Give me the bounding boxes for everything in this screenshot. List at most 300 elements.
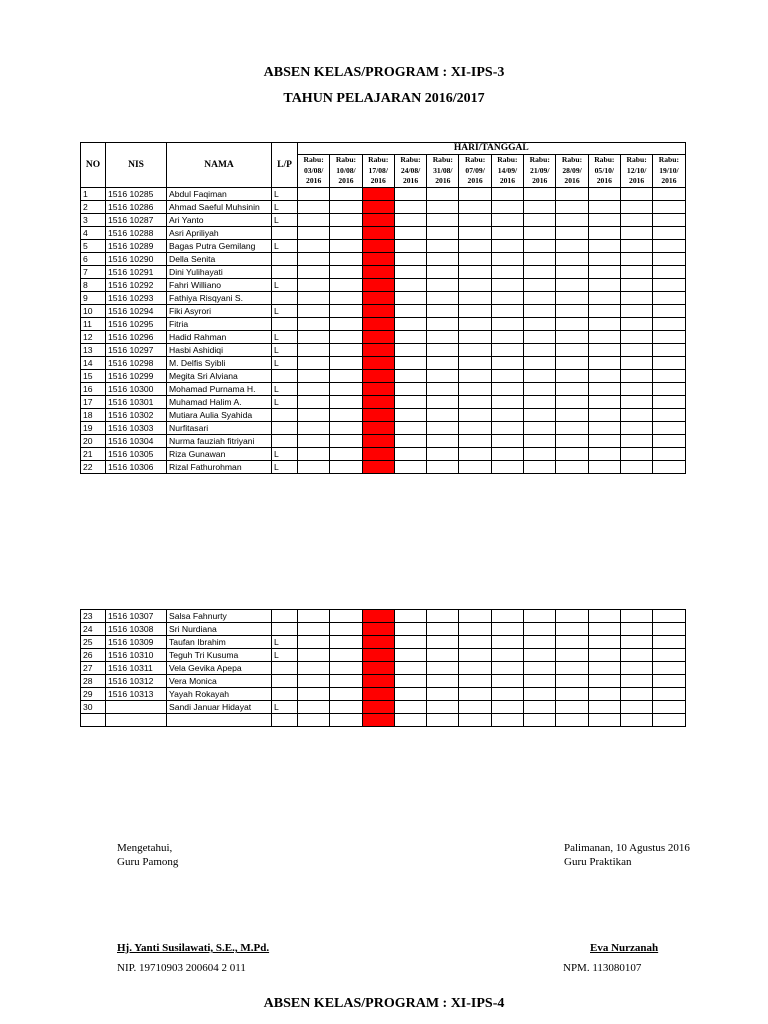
attendance-cell	[459, 675, 491, 688]
attendance-cell	[459, 292, 491, 305]
table-row	[81, 422, 686, 435]
table-row	[81, 662, 686, 675]
holiday-cell	[362, 344, 394, 357]
attendance-cell	[491, 435, 523, 448]
attendance-cell	[524, 370, 556, 383]
cell-no: 30	[81, 701, 106, 714]
cell-no: 7	[81, 266, 106, 279]
attendance-cell	[330, 305, 362, 318]
attendance-cell	[653, 636, 685, 649]
attendance-cell	[524, 701, 556, 714]
attendance-cell	[588, 688, 620, 701]
attendance-cell	[524, 227, 556, 240]
attendance-cell	[524, 357, 556, 370]
attendance-cell	[588, 701, 620, 714]
attendance-cell	[459, 227, 491, 240]
cell-nama	[167, 714, 272, 727]
day-header-year: 2016	[467, 176, 483, 186]
cell-lp	[272, 688, 298, 701]
attendance-cell	[491, 610, 523, 623]
attendance-cell	[653, 649, 685, 662]
attendance-cell	[394, 292, 426, 305]
attendance-cell	[556, 188, 588, 201]
attendance-cell	[588, 240, 620, 253]
attendance-cell	[620, 383, 652, 396]
attendance-cell	[588, 448, 620, 461]
cell-no: 24	[81, 623, 106, 636]
attendance-cell	[653, 201, 685, 214]
signer-id: NIP. 19710903 200604 2 011	[117, 962, 246, 974]
attendance-cell	[298, 649, 330, 662]
attendance-table-part2	[80, 609, 686, 727]
attendance-cell	[620, 461, 652, 474]
cell-nama: Nurma fauziah fitriyani	[167, 435, 272, 448]
attendance-cell	[298, 279, 330, 292]
holiday-cell	[362, 701, 394, 714]
cell-nis: 1516 10290	[106, 253, 167, 266]
cell-nis: 1516 10300	[106, 383, 167, 396]
attendance-cell	[653, 344, 685, 357]
cell-nis: 1516 10294	[106, 305, 167, 318]
table-row	[81, 357, 686, 370]
attendance-cell	[556, 396, 588, 409]
attendance-cell	[524, 688, 556, 701]
attendance-cell	[524, 623, 556, 636]
attendance-cell	[556, 357, 588, 370]
attendance-cell	[427, 396, 459, 409]
cell-lp	[272, 714, 298, 727]
attendance-cell	[459, 422, 491, 435]
attendance-cell	[620, 409, 652, 422]
school-year-title: TAHUN PELAJARAN 2016/2017	[283, 91, 485, 106]
attendance-cell	[588, 279, 620, 292]
attendance-cell	[556, 649, 588, 662]
attendance-cell	[427, 610, 459, 623]
day-header-day: Rabu:	[658, 155, 680, 165]
holiday-cell	[362, 214, 394, 227]
attendance-cell	[459, 396, 491, 409]
cell-nama: Muhamad Halim A.	[167, 396, 272, 409]
attendance-cell	[394, 435, 426, 448]
holiday-cell	[362, 636, 394, 649]
col-header-hari-tanggal: HARI/TANGGAL	[298, 143, 686, 155]
attendance-cell	[620, 396, 652, 409]
attendance-cell	[427, 701, 459, 714]
attendance-cell	[491, 701, 523, 714]
attendance-cell	[330, 662, 362, 675]
cell-no: 12	[81, 331, 106, 344]
attendance-cell	[459, 305, 491, 318]
attendance-cell	[427, 318, 459, 331]
cell-lp	[272, 318, 298, 331]
next-attendance-title: ABSEN KELAS/PROGRAM : XI-IPS-4	[263, 996, 505, 1011]
attendance-cell	[298, 344, 330, 357]
cell-nis: 1516 10307	[106, 610, 167, 623]
holiday-cell	[362, 435, 394, 448]
attendance-cell	[588, 227, 620, 240]
day-header	[620, 155, 652, 188]
cell-lp: L	[272, 344, 298, 357]
attendance-cell	[588, 318, 620, 331]
attendance-cell	[330, 318, 362, 331]
table-row	[81, 396, 686, 409]
table-row	[81, 305, 686, 318]
table-row	[81, 623, 686, 636]
day-header-day: Rabu:	[400, 155, 421, 165]
attendance-cell	[524, 422, 556, 435]
attendance-cell	[556, 461, 588, 474]
cell-no: 8	[81, 279, 106, 292]
day-header-day: Rabu:	[465, 155, 486, 165]
day-header	[556, 155, 588, 188]
attendance-cell	[620, 623, 652, 636]
attendance-cell	[459, 266, 491, 279]
attendance-cell	[459, 610, 491, 623]
attendance-cell	[330, 448, 362, 461]
attendance-cell	[588, 357, 620, 370]
attendance-cell	[298, 448, 330, 461]
attendance-cell	[491, 331, 523, 344]
attendance-cell	[491, 253, 523, 266]
attendance-cell	[491, 357, 523, 370]
cell-no: 6	[81, 253, 106, 266]
attendance-cell	[491, 305, 523, 318]
attendance-cell	[524, 344, 556, 357]
attendance-cell	[491, 318, 523, 331]
attendance-cell	[620, 266, 652, 279]
attendance-cell	[491, 279, 523, 292]
col-header-nis: NIS	[106, 143, 167, 188]
cell-nis: 1516 10297	[106, 344, 167, 357]
cell-nama: Dini Yulihayati	[167, 266, 272, 279]
attendance-cell	[459, 331, 491, 344]
attendance-cell	[524, 201, 556, 214]
attendance-cell	[491, 227, 523, 240]
cell-lp	[272, 370, 298, 383]
holiday-cell	[362, 292, 394, 305]
cell-no: 3	[81, 214, 106, 227]
day-header-date: 12/10/	[626, 165, 647, 175]
attendance-cell	[459, 240, 491, 253]
cell-nis: 1516 10311	[106, 662, 167, 675]
attendance-cell	[556, 201, 588, 214]
day-header-date: 03/08/	[303, 165, 324, 175]
attendance-cell	[394, 383, 426, 396]
attendance-cell	[459, 409, 491, 422]
attendance-cell	[556, 240, 588, 253]
attendance-cell	[588, 266, 620, 279]
cell-nis: 1516 10291	[106, 266, 167, 279]
attendance-cell	[459, 662, 491, 675]
day-header-date: 19/10/	[659, 165, 679, 175]
holiday-cell	[362, 623, 394, 636]
day-header-date: 10/08/	[336, 165, 356, 175]
attendance-cell	[556, 214, 588, 227]
attendance-cell	[588, 344, 620, 357]
cell-nis: 1516 10309	[106, 636, 167, 649]
attendance-cell	[653, 357, 685, 370]
table-row	[81, 214, 686, 227]
attendance-cell	[459, 435, 491, 448]
cell-no: 5	[81, 240, 106, 253]
cell-nis: 1516 10292	[106, 279, 167, 292]
attendance-cell	[394, 253, 426, 266]
day-header	[524, 155, 556, 188]
attendance-cell	[524, 649, 556, 662]
table-row	[81, 344, 686, 357]
day-header-year: 2016	[629, 176, 645, 186]
attendance-cell	[556, 253, 588, 266]
day-header-day: Rabu:	[432, 155, 453, 165]
attendance-cell	[459, 383, 491, 396]
cell-lp: L	[272, 461, 298, 474]
col-header-no: NO	[81, 143, 106, 188]
cell-lp	[272, 675, 298, 688]
cell-lp	[272, 253, 298, 266]
attendance-cell	[298, 188, 330, 201]
attendance-cell	[588, 714, 620, 727]
cell-no: 21	[81, 448, 106, 461]
attendance-cell	[620, 448, 652, 461]
attendance-cell	[298, 662, 330, 675]
attendance-cell	[524, 279, 556, 292]
attendance-cell	[524, 409, 556, 422]
attendance-cell	[653, 331, 685, 344]
attendance-cell	[653, 383, 685, 396]
table-row	[81, 331, 686, 344]
attendance-cell	[427, 461, 459, 474]
attendance-cell	[491, 409, 523, 422]
attendance-cell	[620, 292, 652, 305]
cell-no: 2	[81, 201, 106, 214]
attendance-cell	[653, 305, 685, 318]
attendance-cell	[459, 461, 491, 474]
attendance-cell	[330, 188, 362, 201]
signature-right	[564, 841, 690, 869]
attendance-cell	[394, 344, 426, 357]
cell-nama: Nurfitasari	[167, 422, 272, 435]
attendance-cell	[427, 623, 459, 636]
attendance-cell	[588, 201, 620, 214]
table-row	[81, 649, 686, 662]
attendance-cell	[556, 305, 588, 318]
attendance-cell	[653, 688, 685, 701]
table-row	[81, 688, 686, 701]
attendance-cell	[653, 422, 685, 435]
cell-lp: L	[272, 305, 298, 318]
attendance-cell	[556, 331, 588, 344]
attendance-cell	[459, 318, 491, 331]
attendance-table-part1	[80, 142, 686, 474]
attendance-cell	[620, 318, 652, 331]
cell-nis: 1516 10306	[106, 461, 167, 474]
attendance-cell	[298, 714, 330, 727]
attendance-cell	[459, 214, 491, 227]
attendance-cell	[298, 266, 330, 279]
attendance-cell	[330, 344, 362, 357]
cell-nama: Rizal Fathurohman	[167, 461, 272, 474]
table-row	[81, 383, 686, 396]
cell-nis: 1516 10303	[106, 422, 167, 435]
cell-nama: Fathiya Risqyani S.	[167, 292, 272, 305]
signer-name: Hj. Yanti Susilawati, S.E., M.Pd.	[117, 942, 270, 954]
day-header-date: 21/09/	[530, 165, 550, 175]
attendance-cell	[459, 636, 491, 649]
attendance-cell	[620, 701, 652, 714]
attendance-cell	[620, 662, 652, 675]
attendance-cell	[394, 714, 426, 727]
day-header-year: 2016	[402, 176, 419, 186]
cell-no: 1	[81, 188, 106, 201]
attendance-cell	[620, 331, 652, 344]
attendance-cell	[524, 266, 556, 279]
attendance-cell	[427, 409, 459, 422]
cell-no: 11	[81, 318, 106, 331]
attendance-cell	[394, 357, 426, 370]
attendance-cell	[620, 714, 652, 727]
day-header-year: 2016	[306, 176, 322, 186]
attendance-cell	[459, 253, 491, 266]
role-label: Guru Pamong	[117, 856, 179, 868]
col-header-nama: NAMA	[167, 143, 272, 188]
attendance-cell	[330, 227, 362, 240]
holiday-cell	[362, 688, 394, 701]
attendance-cell	[491, 662, 523, 675]
attendance-cell	[653, 448, 685, 461]
attendance-cell	[588, 636, 620, 649]
attendance-cell	[330, 331, 362, 344]
day-header-date: 24/08/	[400, 165, 421, 175]
attendance-cell	[298, 409, 330, 422]
cell-no	[81, 714, 106, 727]
cell-nama: Asri Apriliyah	[167, 227, 272, 240]
attendance-cell	[556, 701, 588, 714]
cell-nis: 1516 10308	[106, 623, 167, 636]
table-row	[81, 292, 686, 305]
attendance-cell	[330, 396, 362, 409]
attendance-cell	[298, 422, 330, 435]
attendance-cell	[330, 623, 362, 636]
attendance-cell	[427, 435, 459, 448]
attendance-cell	[556, 636, 588, 649]
attendance-cell	[394, 461, 426, 474]
attendance-cell	[524, 253, 556, 266]
attendance-cell	[427, 253, 459, 266]
attendance-cell	[427, 344, 459, 357]
holiday-cell	[362, 188, 394, 201]
attendance-cell	[491, 649, 523, 662]
day-header	[394, 155, 426, 188]
cell-lp: L	[272, 357, 298, 370]
attendance-cell	[524, 435, 556, 448]
attendance-cell	[459, 448, 491, 461]
attendance-cell	[330, 701, 362, 714]
attendance-cell	[556, 318, 588, 331]
day-header-date: 31/08/	[433, 165, 453, 175]
attendance-cell	[427, 370, 459, 383]
cell-nama: Bagas Putra Gemilang	[167, 240, 272, 253]
attendance-cell	[524, 240, 556, 253]
attendance-cell	[620, 422, 652, 435]
attendance-cell	[427, 649, 459, 662]
holiday-cell	[362, 448, 394, 461]
holiday-cell	[362, 357, 394, 370]
cell-nama: Vera Monica	[167, 675, 272, 688]
attendance-cell	[524, 675, 556, 688]
attendance-cell	[394, 396, 426, 409]
cell-nama: Ari Yanto	[167, 214, 272, 227]
attendance-cell	[394, 227, 426, 240]
attendance-cell	[491, 240, 523, 253]
attendance-cell	[427, 227, 459, 240]
attendance-cell	[653, 266, 685, 279]
attendance-cell	[394, 701, 426, 714]
attendance-cell	[330, 266, 362, 279]
cell-nis: 1516 10312	[106, 675, 167, 688]
attendance-cell	[524, 383, 556, 396]
attendance-cell	[298, 305, 330, 318]
attendance-cell	[427, 688, 459, 701]
attendance-cell	[491, 396, 523, 409]
day-header-date: 14/09/	[497, 165, 518, 175]
cell-nama: Fiki Asyrori	[167, 305, 272, 318]
attendance-cell	[394, 422, 426, 435]
table-row	[81, 240, 686, 253]
role-label: Guru Praktikan	[564, 856, 632, 868]
attendance-cell	[491, 344, 523, 357]
attendance-cell	[427, 383, 459, 396]
day-header-year: 2016	[532, 176, 548, 186]
holiday-cell	[362, 610, 394, 623]
attendance-cell	[491, 688, 523, 701]
holiday-cell	[362, 409, 394, 422]
attendance-cell	[330, 610, 362, 623]
attendance-cell	[620, 240, 652, 253]
day-header-date: 28/09/	[562, 165, 582, 175]
attendance-cell	[427, 305, 459, 318]
cell-no: 28	[81, 675, 106, 688]
attendance-cell	[491, 636, 523, 649]
attendance-cell	[653, 318, 685, 331]
attendance-cell	[620, 610, 652, 623]
attendance-cell	[588, 422, 620, 435]
cell-lp: L	[272, 331, 298, 344]
cell-lp	[272, 623, 298, 636]
attendance-cell	[653, 227, 685, 240]
day-header-year: 2016	[499, 176, 516, 186]
attendance-cell	[427, 357, 459, 370]
cell-nama: Vela Gevika Apepa	[167, 662, 272, 675]
table-row	[81, 409, 686, 422]
attendance-cell	[394, 623, 426, 636]
cell-lp	[272, 292, 298, 305]
attendance-cell	[524, 331, 556, 344]
attendance-cell	[298, 240, 330, 253]
attendance-cell	[394, 201, 426, 214]
day-header-date: 05/10/	[594, 165, 615, 175]
attendance-cell	[524, 292, 556, 305]
cell-nama: Hasbi Ashidiqi	[167, 344, 272, 357]
attendance-title: ABSEN KELAS/PROGRAM : XI-IPS-3	[263, 65, 505, 80]
attendance-cell	[394, 448, 426, 461]
cell-nama: Taufan Ibrahim	[167, 636, 272, 649]
attendance-cell	[459, 714, 491, 727]
cell-nis: 1516 10295	[106, 318, 167, 331]
cell-no: 10	[81, 305, 106, 318]
holiday-cell	[362, 383, 394, 396]
attendance-cell	[588, 305, 620, 318]
day-header	[459, 155, 491, 188]
